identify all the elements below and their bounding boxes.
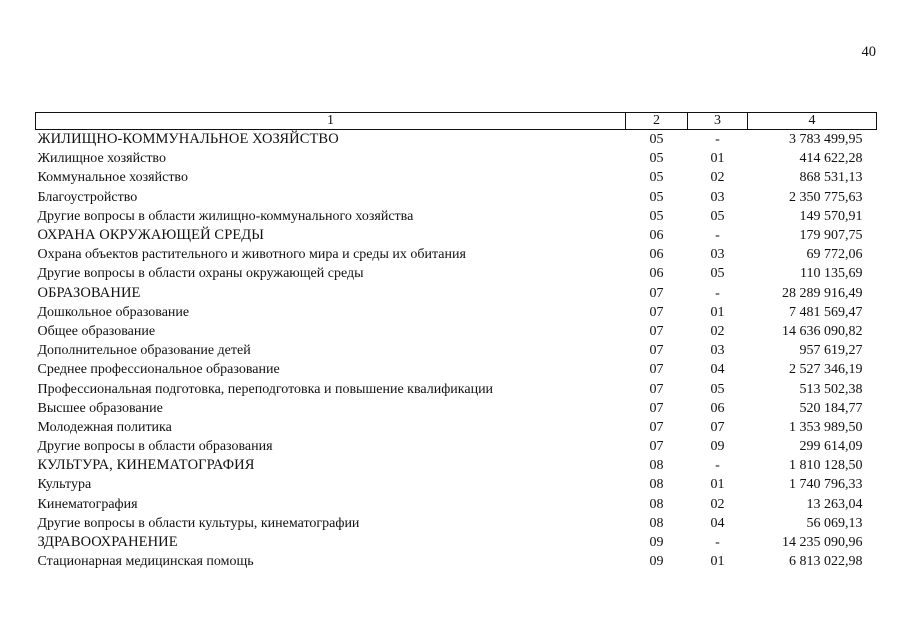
- row-subsection-code-cell: 09: [710, 439, 725, 455]
- row-section-code-cell: 05: [649, 170, 664, 186]
- page-number: 40: [861, 44, 876, 60]
- row-name-cell: ОХРАНА ОКРУЖАЮЩЕЙ СРЕДЫ: [37, 227, 265, 244]
- row-amount-cell: 520 184,77: [799, 400, 863, 416]
- row-name-cell: Общее образование: [37, 323, 156, 339]
- row-amount-cell: 149 570,91: [799, 208, 863, 224]
- row-subsection-code-cell: 01: [710, 151, 725, 167]
- row-section-code-cell: 05: [649, 208, 664, 224]
- row-section-code-cell: 06: [649, 266, 664, 282]
- row-section-code-cell: 07: [649, 419, 664, 435]
- row-amount-cell: 69 772,06: [806, 247, 863, 263]
- table-row: [36, 322, 877, 341]
- column-header-amount: 4: [748, 113, 877, 130]
- row-name-cell: Охрана объектов растительного и животного мира и среды их обитания: [37, 247, 466, 263]
- row-amount-cell: 957 619,27: [799, 343, 863, 359]
- table-row: [36, 226, 877, 245]
- row-name-cell: Высшее образование: [37, 400, 163, 416]
- row-name-cell: ЗДРАВООХРАНЕНИЕ: [37, 534, 178, 551]
- row-name-cell: ОБРАЗОВАНИЕ: [37, 284, 141, 301]
- row-amount-cell: 3 783 499,95: [789, 132, 863, 148]
- row-subsection-code-cell: 04: [710, 362, 725, 378]
- table-row: [36, 379, 877, 398]
- row-subsection-code-cell: 01: [710, 477, 725, 493]
- row-amount-cell: 2 350 775,63: [789, 189, 863, 205]
- row-subsection-code-cell: 07: [710, 419, 725, 435]
- table-row: [36, 495, 877, 514]
- row-section-code-cell: 08: [649, 515, 664, 531]
- row-amount-cell: 7 481 569,47: [789, 304, 863, 320]
- row-name-cell: ЖИЛИЩНО-КОММУНАЛЬНОЕ ХОЗЯЙСТВО: [37, 131, 339, 148]
- row-name-cell: Дополнительное образование детей: [37, 343, 251, 359]
- row-section-code-cell: 09: [649, 554, 664, 570]
- row-amount-cell: 414 622,28: [799, 151, 863, 167]
- column-header-name: 1: [36, 113, 626, 130]
- row-subsection-code-cell: -: [715, 535, 720, 551]
- row-subsection-code-cell: 03: [710, 247, 725, 263]
- row-name-cell: Благоустройство: [37, 189, 138, 205]
- row-section-code-cell: 07: [649, 362, 664, 378]
- row-section-code-cell: 05: [649, 189, 664, 205]
- table-row: [36, 149, 877, 168]
- row-name-cell: Жилищное хозяйство: [37, 151, 166, 167]
- row-section-code-cell: 06: [649, 228, 664, 244]
- row-amount-cell: 1 353 989,50: [789, 419, 863, 435]
- row-section-code-cell: 07: [649, 439, 664, 455]
- table-row: [36, 264, 877, 283]
- row-amount-cell: 1 740 796,33: [789, 477, 863, 493]
- table-row: [36, 399, 877, 418]
- table-row: [36, 437, 877, 456]
- table-row: [36, 552, 877, 571]
- row-section-code-cell: 07: [649, 400, 664, 416]
- row-amount-cell: 14 636 090,82: [782, 323, 863, 339]
- row-name-cell: КУЛЬТУРА, КИНЕМАТОГРАФИЯ: [37, 457, 255, 474]
- row-subsection-code-cell: 05: [710, 381, 725, 397]
- row-section-code-cell: 07: [649, 343, 664, 359]
- table-row: [36, 360, 877, 379]
- row-section-code-cell: 06: [649, 247, 664, 263]
- table-row: [36, 533, 877, 552]
- table-row: [36, 475, 877, 494]
- row-section-code-cell: 07: [649, 285, 664, 301]
- row-amount-cell: 868 531,13: [799, 170, 863, 186]
- table-row: [36, 418, 877, 437]
- row-subsection-code-cell: 03: [710, 189, 725, 205]
- row-amount-cell: 299 614,09: [799, 439, 863, 455]
- row-subsection-code-cell: 01: [710, 304, 725, 320]
- row-subsection-code-cell: 05: [710, 208, 725, 224]
- table-row: [36, 303, 877, 322]
- row-name-cell: Среднее профессиональное образование: [37, 362, 280, 378]
- row-subsection-code-cell: 02: [710, 496, 725, 512]
- row-name-cell: Коммунальное хозяйство: [37, 170, 188, 186]
- row-name-cell: Молодежная политика: [37, 419, 172, 435]
- row-section-code-cell: 09: [649, 535, 664, 551]
- table-row: [36, 341, 877, 360]
- row-subsection-code-cell: 01: [710, 554, 725, 570]
- row-amount-cell: 110 135,69: [800, 266, 863, 282]
- row-name-cell: Кинематография: [37, 496, 138, 512]
- table-header-row: [36, 113, 877, 130]
- row-name-cell: Профессиональная подготовка, переподготовка и повышение квалификации: [37, 381, 494, 397]
- row-section-code-cell: 05: [649, 132, 664, 148]
- budget-table: [35, 112, 877, 571]
- table-row: [36, 284, 877, 303]
- row-section-code-cell: 05: [649, 151, 664, 167]
- row-name-cell: Другие вопросы в области жилищно-коммунального хозяйства: [37, 208, 414, 224]
- table-row: [36, 514, 877, 533]
- row-subsection-code-cell: 05: [710, 266, 725, 282]
- row-subsection-code-cell: -: [715, 285, 720, 301]
- row-amount-cell: 13 263,04: [806, 496, 863, 512]
- row-subsection-code-cell: -: [715, 132, 720, 148]
- row-subsection-code-cell: -: [715, 458, 720, 474]
- row-subsection-code-cell: 03: [710, 343, 725, 359]
- table-row: [36, 245, 877, 264]
- row-subsection-code-cell: 06: [710, 400, 725, 416]
- row-section-code-cell: 08: [649, 496, 664, 512]
- row-name-cell: Стационарная медицинская помощь: [37, 554, 254, 570]
- row-amount-cell: 1 810 128,50: [789, 458, 863, 474]
- row-amount-cell: 513 502,38: [799, 381, 863, 397]
- column-header-subsection: 3: [688, 113, 748, 130]
- table-row: [36, 207, 877, 226]
- row-subsection-code-cell: -: [715, 228, 720, 244]
- row-amount-cell: 2 527 346,19: [789, 362, 863, 378]
- row-section-code-cell: 07: [649, 323, 664, 339]
- row-subsection-code-cell: 02: [710, 170, 725, 186]
- column-header-section: 2: [626, 113, 688, 130]
- row-section-code-cell: 07: [649, 381, 664, 397]
- row-amount-cell: 28 289 916,49: [782, 285, 863, 301]
- row-name-cell: Культура: [37, 477, 92, 493]
- row-amount-cell: 6 813 022,98: [789, 554, 863, 570]
- table-row: [36, 188, 877, 207]
- row-name-cell: Другие вопросы в области культуры, кинематографии: [37, 515, 360, 531]
- table-row: [36, 456, 877, 475]
- row-amount-cell: 56 069,13: [806, 515, 863, 531]
- row-name-cell: Дошкольное образование: [37, 304, 190, 320]
- row-amount-cell: 14 235 090,96: [782, 535, 863, 551]
- row-section-code-cell: 07: [649, 304, 664, 320]
- row-section-code-cell: 08: [649, 477, 664, 493]
- table-row: [36, 130, 877, 150]
- table-body: [36, 130, 877, 572]
- row-subsection-code-cell: 02: [710, 323, 725, 339]
- row-subsection-code-cell: 04: [710, 515, 725, 531]
- row-amount-cell: 179 907,75: [799, 228, 863, 244]
- row-name-cell: Другие вопросы в области охраны окружающей среды: [37, 266, 364, 282]
- row-name-cell: Другие вопросы в области образования: [37, 439, 273, 455]
- row-section-code-cell: 08: [649, 458, 664, 474]
- table-row: [36, 168, 877, 187]
